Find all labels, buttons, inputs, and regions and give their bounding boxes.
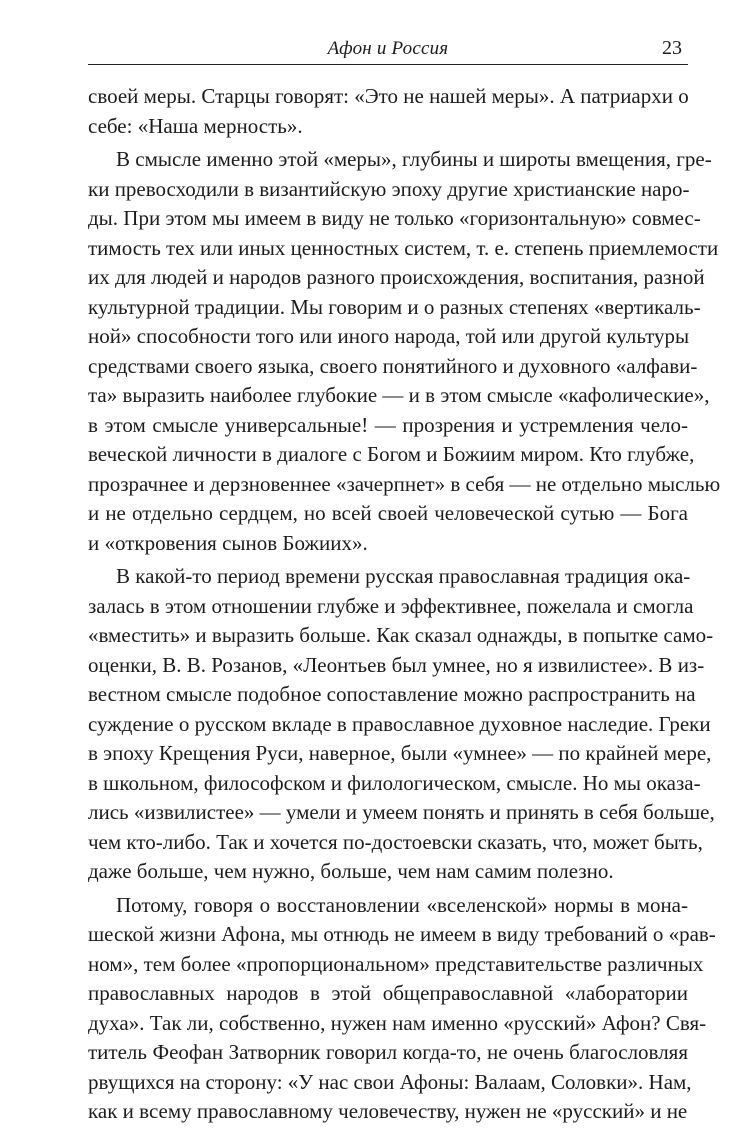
text-line: их для людей и народов разного происхождения, воспитания, разной	[88, 265, 705, 289]
text-line: культурной традиции. Мы говорим и о разных степенях «вертикаль-	[88, 294, 701, 319]
text-line: ки превосходили в византийскую эпоху другие христианские наро-	[88, 176, 690, 201]
paragraph	[88, 562, 715, 887]
text-line: православных народов в этой общеправославной «лаборатории	[88, 981, 688, 1005]
body-text	[88, 82, 721, 1127]
header-rule	[88, 64, 688, 65]
running-title: Афон и Россия	[327, 38, 449, 59]
text-line: в этом смысле универсальные! — прозрения и устремления чело-	[88, 412, 688, 437]
text-line: рвущихся на сторону: «У нас свои Афоны: Валаам, Соловки». Нам,	[88, 1069, 692, 1094]
text-line: ном», тем более «пропорциональном» представительстве различных	[88, 951, 704, 976]
text-line: титель Феофан Затворник говорил когда-то, не очень благословляя	[88, 1040, 688, 1064]
text-line: в школьном, философском и филологическом, смысле. Но мы оказа-	[88, 770, 701, 795]
text-line: своей меры. Старцы говорят: «Это не нашей меры». А патриархи о	[88, 84, 689, 108]
text-line: тимость тех или иных ценностных систем, т. е. степень приемлемости	[88, 235, 719, 260]
text-line: прозрачнее и дерзновеннее «зачерпнет» в себя — не отдельно мыслью	[88, 471, 721, 496]
text-line: веческой личности в диалоге с Богом и Божиим миром. Кто глубже,	[88, 442, 695, 466]
running-header	[88, 34, 688, 64]
text-line: духа». Так ли, собственно, нужен нам именно «русский» Афон? Свя-	[88, 1010, 707, 1035]
text-line: ды. При этом мы имеем в виду не только «горизонтальную» совмес-	[88, 206, 701, 230]
text-line: себе: «Наша мерность».	[88, 113, 303, 138]
text-line: В смысле именно этой «меры», глубины и широты вмещения, гре-	[116, 147, 712, 171]
text-line: чем кто-либо. Так и хочется по-достоевски сказать, что, может быть,	[88, 829, 703, 854]
text-line: лись «извилистее» — умели и умеем понять и принять в себя больше,	[88, 800, 715, 824]
text-line: и «откровения сынов Божиих».	[88, 530, 368, 555]
text-line: шеской жизни Афона, мы отнюдь не имеем в виду требований о «рав-	[88, 922, 716, 946]
text-line: даже больше, чем нужно, больше, чем нам самим полезно.	[88, 859, 614, 883]
text-line: вестном смысле подобное сопоставление можно распространить на	[88, 682, 696, 706]
page-number: 23	[662, 37, 682, 59]
text-line: «вместить» и выразить больше. Как сказал однажды, в попытке само-	[88, 623, 714, 647]
text-line: В какой-то период времени русская православная традиция ока-	[116, 564, 691, 588]
text-line: в эпоху Крещения Руси, наверное, были «умнее» — по крайней мере,	[88, 741, 712, 765]
text-line: суждение о русском вкладе в православное духовное наследие. Греки	[88, 711, 711, 736]
text-line: средствами своего языка, своего понятийного и духовного «алфави-	[88, 353, 698, 378]
paragraph	[88, 891, 716, 1127]
paragraph	[88, 82, 688, 141]
text-line: залась в этом отношении глубже и эффективнее, пожелала и смогла	[88, 593, 694, 618]
text-line: и не отдельно сердцем, но всей своей человеческой сутью — Бога	[88, 501, 688, 525]
text-line: Потому, говоря о восстановлении «вселенской» нормы в мона-	[116, 892, 688, 917]
text-line: та» выразить наиболее глубокие — и в этом смысле «кафолические»,	[88, 383, 710, 407]
text-line: ной» способности того или иного народа, той или другой культуры	[88, 324, 690, 348]
text-line: как и всему православному человечеству, нужен не «русский» и не	[88, 1099, 688, 1123]
paragraph	[88, 145, 721, 558]
text-line: оценки, В. В. Розанов, «Леонтьев был умнее, но я извилистее». В из-	[88, 652, 705, 677]
